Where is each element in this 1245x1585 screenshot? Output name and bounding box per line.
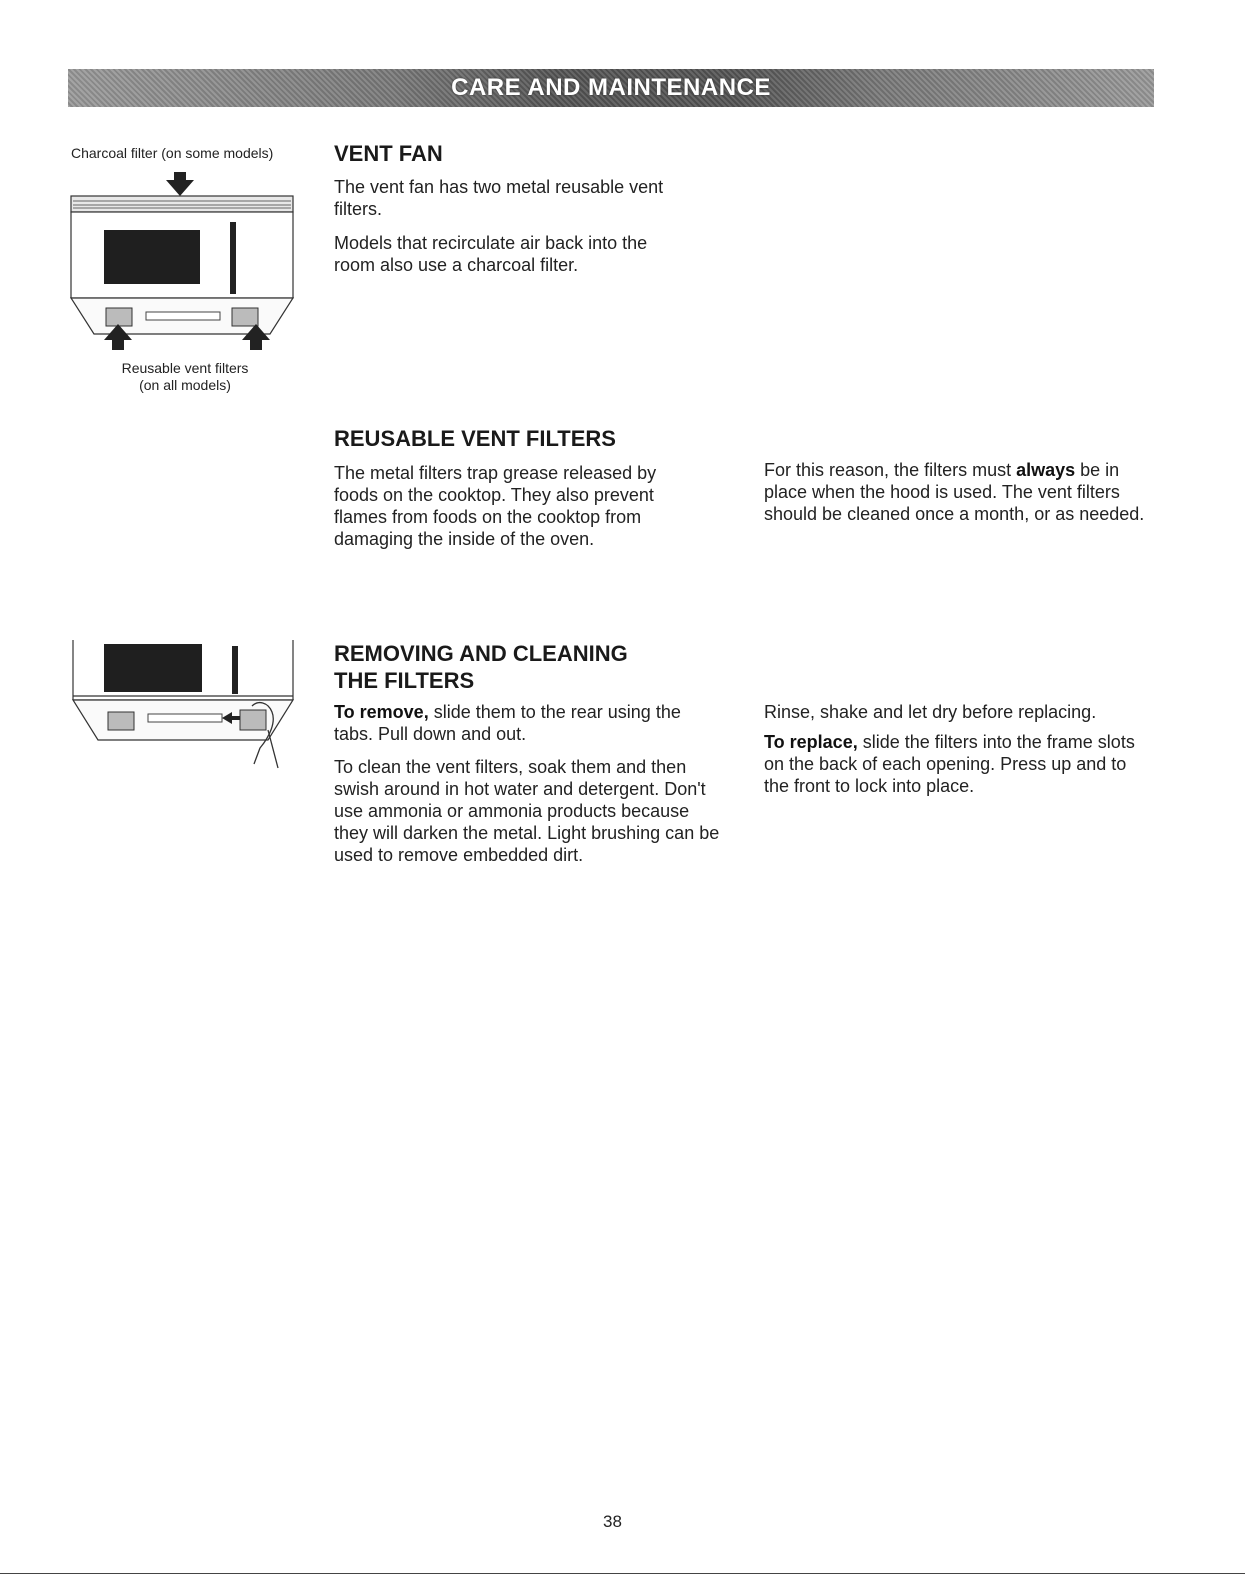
section-banner <box>68 69 1154 107</box>
charcoal-filter-caption: Charcoal filter (on some models) <box>71 145 274 161</box>
vent-fan-heading: VENT FAN <box>334 141 443 166</box>
replace-emphasis: To replace, <box>764 732 858 752</box>
rinse-paragraph: Rinse, shake and let dry before replacing. <box>764 702 1097 722</box>
remove-emphasis: To remove, <box>334 702 429 722</box>
reusable-filters-paragraph-right <box>764 459 1149 525</box>
filter-removal-illustration <box>72 640 297 775</box>
vent-fan-paragraph-1: The vent fan has two metal reusable vent filters. <box>334 177 664 219</box>
banner-title: CARE AND MAINTENANCE <box>451 74 771 101</box>
vent-filters-caption <box>70 360 300 394</box>
vent-filters-caption-line2: (on all models) <box>139 377 231 393</box>
removing-heading <box>334 640 628 694</box>
microwave-filters-illustration <box>70 172 295 352</box>
always-emphasis: always <box>1016 460 1076 480</box>
removing-heading-line1: REMOVING AND CLEANING <box>334 641 628 666</box>
replace-paragraph <box>764 731 1149 797</box>
removing-heading-line2: THE FILTERS <box>334 668 475 693</box>
always-before: For this reason, the filters must <box>764 460 1017 480</box>
reusable-filters-heading: REUSABLE VENT FILTERS <box>334 426 616 451</box>
vent-fan-paragraph-2: Models that recirculate air back into the room also use a charcoal filter. <box>334 233 648 275</box>
always-after: be in place when the hood is used. The vent filters should be cleaned once a month, or as needed. <box>764 460 1145 524</box>
replace-text: slide the filters into the frame slots on the back of each opening. Press up and to the front to lock into place. <box>764 732 1135 796</box>
remove-text: slide them to the rear using the tabs. Pull down and out. <box>334 702 681 744</box>
vent-filters-caption-line1: Reusable vent filters <box>121 360 249 376</box>
bottom-rule <box>0 1573 1245 1574</box>
reusable-filters-paragraph-left: The metal filters trap grease released by foods on the cooktop. They also prevent flames from foods on the cooktop from damaging the inside of the oven. <box>334 463 657 549</box>
clean-paragraph: To clean the vent filters, soak them and then swish around in hot water and detergent. Don't use ammonia or ammonia products because they will darken the metal. Light brushing can be used to remove embedded dirt. <box>334 757 720 865</box>
page-number: 38 <box>603 1512 622 1531</box>
remove-paragraph <box>334 701 704 745</box>
